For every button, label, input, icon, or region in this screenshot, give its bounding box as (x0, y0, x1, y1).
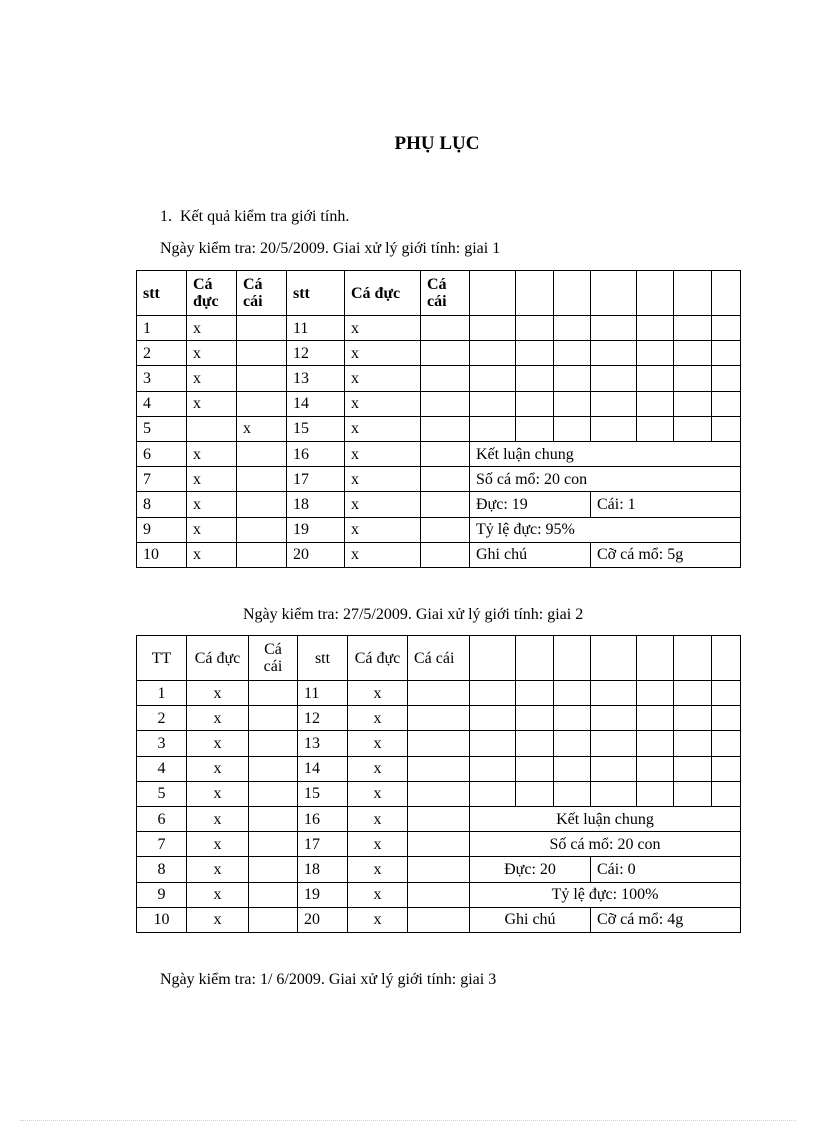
section-number: 1. (160, 208, 172, 225)
cell-male: x (187, 492, 237, 517)
cell-male: x (187, 706, 249, 731)
summary-male: Đực: 20 (470, 857, 591, 882)
cell-female (237, 316, 287, 341)
summary-note: Ghi chú (470, 542, 591, 567)
cell-female-2 (408, 756, 470, 781)
cell-stt-2: 20 (287, 542, 345, 567)
cell-stt-2: 15 (287, 416, 345, 441)
table-row (137, 316, 741, 341)
cell-female (249, 907, 298, 932)
cell-stt: 9 (137, 517, 187, 542)
cell-stt-2: 18 (287, 492, 345, 517)
cell-male: x (187, 316, 237, 341)
cell-male-2: x (345, 542, 421, 567)
cell-female (249, 681, 298, 706)
cell-female (237, 542, 287, 567)
cell-male-2: x (348, 907, 408, 932)
cell-female-2 (421, 441, 470, 466)
cell-male-2: x (345, 492, 421, 517)
cell-stt: 1 (137, 316, 187, 341)
cell-male: x (187, 731, 249, 756)
cell-stt-2: 19 (298, 882, 348, 907)
cell-male-2: x (348, 882, 408, 907)
cell-stt: 8 (137, 857, 187, 882)
cell-male: x (187, 857, 249, 882)
cell-male-2: x (345, 391, 421, 416)
table1-caption: Ngày kiểm tra: 20/5/2009. Giai xử lý giới tính: giai 1 (160, 240, 501, 257)
cell-female-2 (421, 416, 470, 441)
empty-cell (712, 271, 741, 316)
table-row (137, 341, 741, 366)
cell-female-2 (421, 316, 470, 341)
cell-stt: 7 (137, 467, 187, 492)
cell-male-2: x (348, 706, 408, 731)
header-male-2: Cá đực (348, 636, 408, 681)
cell-stt: 6 (137, 441, 187, 466)
cell-stt-2: 13 (298, 731, 348, 756)
table3-caption: Ngày kiểm tra: 1/ 6/2009. Giai xử lý giới tính: giai 3 (160, 971, 497, 988)
table-header-row (137, 636, 741, 681)
header-female-2: Cá cái (421, 271, 470, 316)
cell-male-2: x (348, 756, 408, 781)
cell-female-2 (408, 832, 470, 857)
table-row (137, 416, 741, 441)
summary-size: Cỡ cá mổ: 5g (591, 542, 741, 567)
cell-female (237, 391, 287, 416)
cell-male: x (187, 542, 237, 567)
cell-stt: 5 (137, 781, 187, 806)
cell-female (237, 441, 287, 466)
header-stt: stt (137, 271, 187, 316)
table-row (137, 731, 741, 756)
cell-stt-2: 17 (298, 832, 348, 857)
cell-female-2 (408, 781, 470, 806)
summary-note: Ghi chú (470, 907, 591, 932)
cell-stt-2: 14 (298, 756, 348, 781)
summary-female: Cái: 1 (591, 492, 741, 517)
table-row (137, 781, 741, 806)
cell-female (237, 467, 287, 492)
header-female-2: Cá cái (408, 636, 470, 681)
table-row (137, 391, 741, 416)
table-row (137, 857, 741, 882)
cell-stt: 10 (137, 907, 187, 932)
cell-stt-2: 11 (287, 316, 345, 341)
header-male: Cá đực (187, 271, 237, 316)
summary-ratio: Tỷ lệ đực: 100% (470, 882, 741, 907)
page-bottom-rule (20, 1120, 796, 1121)
cell-male-2: x (345, 366, 421, 391)
table-row (137, 706, 741, 731)
cell-male: x (187, 882, 249, 907)
cell-male (187, 416, 237, 441)
cell-female (249, 857, 298, 882)
cell-female (249, 756, 298, 781)
table-row (137, 907, 741, 932)
cell-female (249, 781, 298, 806)
cell-stt-2: 17 (287, 467, 345, 492)
cell-male-2: x (348, 857, 408, 882)
cell-male: x (187, 441, 237, 466)
cell-female-2 (408, 681, 470, 706)
cell-stt: 4 (137, 756, 187, 781)
header-male: Cá đực (187, 636, 249, 681)
empty-cell (674, 271, 712, 316)
cell-female (249, 706, 298, 731)
cell-female (237, 341, 287, 366)
cell-male: x (187, 366, 237, 391)
cell-female-2 (408, 882, 470, 907)
cell-male: x (187, 681, 249, 706)
cell-male-2: x (348, 806, 408, 831)
cell-stt: 6 (137, 806, 187, 831)
cell-stt-2: 18 (298, 857, 348, 882)
section-text: Kết quả kiểm tra giới tính. (180, 208, 350, 225)
summary-size: Cỡ cá mổ: 4g (591, 907, 741, 932)
sex-check-table-1 (136, 270, 741, 568)
header-male-2: Cá đực (345, 271, 421, 316)
cell-female-2 (408, 907, 470, 932)
cell-female-2 (421, 542, 470, 567)
cell-female (249, 731, 298, 756)
cell-female-2 (421, 467, 470, 492)
header-stt: TT (137, 636, 187, 681)
table-row (137, 756, 741, 781)
table-row (137, 681, 741, 706)
cell-female (249, 832, 298, 857)
cell-stt-2: 12 (287, 341, 345, 366)
cell-female-2 (408, 857, 470, 882)
cell-stt-2: 13 (287, 366, 345, 391)
cell-stt: 3 (137, 366, 187, 391)
table-row (137, 832, 741, 857)
header-female: Cá cái (249, 636, 298, 681)
cell-stt: 2 (137, 706, 187, 731)
cell-stt: 2 (137, 341, 187, 366)
summary-heading: Kết luận chung (470, 806, 741, 831)
cell-male: x (187, 517, 237, 542)
summary-ratio: Tỷ lệ đực: 95% (470, 517, 741, 542)
cell-male-2: x (345, 517, 421, 542)
cell-stt: 9 (137, 882, 187, 907)
header-female: Cá cái (237, 271, 287, 316)
summary-heading: Kết luận chung (470, 441, 741, 466)
cell-male: x (187, 781, 249, 806)
cell-male-2: x (345, 416, 421, 441)
table-row (137, 366, 741, 391)
cell-male-2: x (348, 832, 408, 857)
cell-stt-2: 16 (287, 441, 345, 466)
summary-total: Số cá mổ: 20 con (470, 467, 741, 492)
cell-male: x (187, 756, 249, 781)
cell-female (249, 882, 298, 907)
cell-stt-2: 15 (298, 781, 348, 806)
cell-female-2 (408, 806, 470, 831)
table-header-row (137, 271, 741, 316)
cell-stt: 10 (137, 542, 187, 567)
cell-stt: 4 (137, 391, 187, 416)
cell-female (237, 492, 287, 517)
cell-stt: 5 (137, 416, 187, 441)
empty-cell (637, 271, 674, 316)
empty-cell (516, 271, 554, 316)
cell-male-2: x (345, 316, 421, 341)
cell-female (237, 366, 287, 391)
cell-stt: 7 (137, 832, 187, 857)
summary-male: Đực: 19 (470, 492, 591, 517)
summary-female: Cái: 0 (591, 857, 741, 882)
cell-male-2: x (348, 681, 408, 706)
cell-stt: 1 (137, 681, 187, 706)
cell-male-2: x (345, 467, 421, 492)
cell-male-2: x (348, 731, 408, 756)
cell-female: x (237, 416, 287, 441)
cell-male: x (187, 467, 237, 492)
cell-male: x (187, 391, 237, 416)
table2-caption: Ngày kiểm tra: 27/5/2009. Giai xử lý giới tính: giai 2 (243, 606, 584, 623)
cell-female-2 (421, 492, 470, 517)
cell-female (249, 806, 298, 831)
empty-cell (554, 271, 591, 316)
cell-stt: 3 (137, 731, 187, 756)
cell-male-2: x (348, 781, 408, 806)
page-title: PHỤ LỤC (394, 133, 480, 154)
sex-check-table-2 (136, 635, 741, 933)
cell-stt: 8 (137, 492, 187, 517)
cell-male-2: x (345, 341, 421, 366)
header-stt-2: stt (287, 271, 345, 316)
section-heading (160, 208, 349, 226)
cell-stt-2: 16 (298, 806, 348, 831)
summary-total: Số cá mổ: 20 con (470, 832, 741, 857)
cell-female-2 (421, 366, 470, 391)
cell-female-2 (421, 391, 470, 416)
table-row (137, 467, 741, 492)
cell-stt-2: 19 (287, 517, 345, 542)
cell-male: x (187, 832, 249, 857)
table-row (137, 806, 741, 831)
empty-cell (591, 271, 637, 316)
table-row (137, 882, 741, 907)
cell-male: x (187, 806, 249, 831)
cell-female-2 (408, 706, 470, 731)
cell-male: x (187, 907, 249, 932)
cell-stt-2: 11 (298, 681, 348, 706)
table-row (137, 492, 741, 517)
cell-female-2 (421, 517, 470, 542)
cell-male-2: x (345, 441, 421, 466)
cell-male: x (187, 341, 237, 366)
cell-stt-2: 12 (298, 706, 348, 731)
header-stt-2: stt (298, 636, 348, 681)
table-row (137, 542, 741, 567)
empty-cell (470, 271, 516, 316)
table-row (137, 441, 741, 466)
table-row (137, 517, 741, 542)
cell-stt-2: 20 (298, 907, 348, 932)
cell-stt-2: 14 (287, 391, 345, 416)
cell-female-2 (408, 731, 470, 756)
cell-female (237, 517, 287, 542)
cell-female-2 (421, 341, 470, 366)
